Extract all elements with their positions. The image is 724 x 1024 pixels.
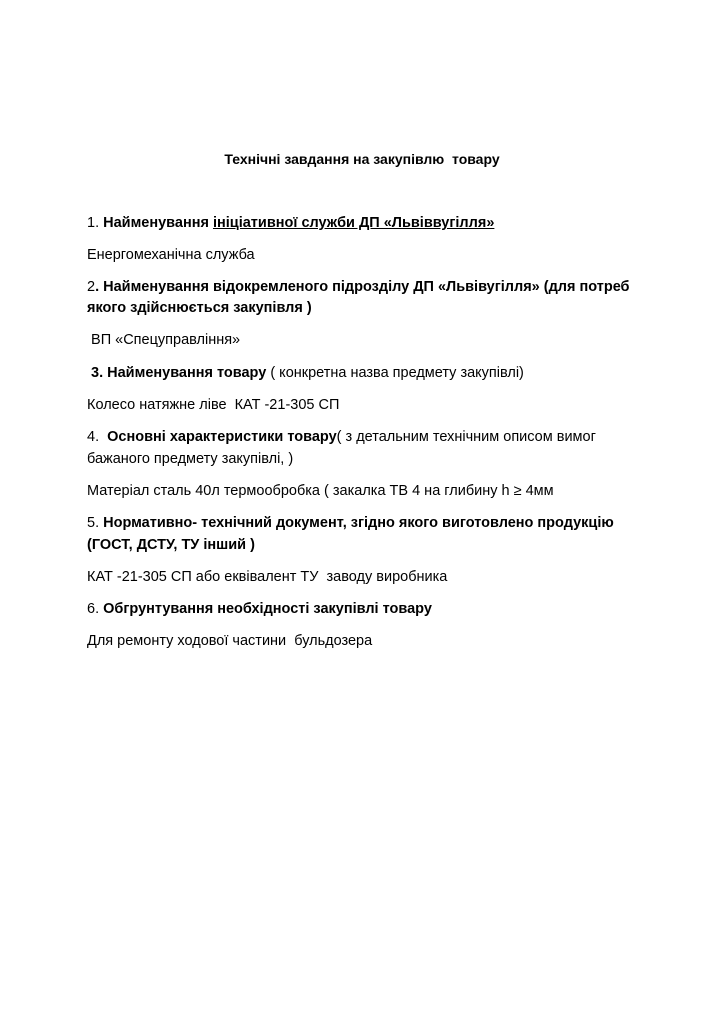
section-5-value: КАТ -21-305 СП або еквівалент ТУ заводу виробника xyxy=(87,569,448,585)
section-3-note: ( конкретна назва предмету закупівлі) xyxy=(266,365,524,381)
document-title: Технічні завдання на закупівлю товару xyxy=(224,151,500,167)
section-3-value: Колесо натяжне ліве КАТ -21-305 СП xyxy=(87,397,340,413)
section-6-heading xyxy=(87,600,432,618)
section-2-value: ВП «Спецуправління» xyxy=(87,332,241,348)
section-4-heading-text: Основні характеристики товару xyxy=(107,429,337,445)
section-2-heading-line-1 xyxy=(87,278,630,296)
section-1-number: 1. xyxy=(87,215,104,231)
section-3-heading-text: 3. Найменування товару xyxy=(87,365,267,381)
section-2-heading-line-2: якого здійснюється закупівля ) xyxy=(87,300,312,316)
section-1-value: Енергомеханічна служба xyxy=(87,247,255,263)
section-5-heading-line-1 xyxy=(87,514,614,532)
section-1-heading xyxy=(87,214,494,232)
section-4-number: 4. xyxy=(87,429,108,445)
section-1-heading-part-a: Найменування xyxy=(103,215,213,231)
section-6-heading-text: Обгрунтування необхідності закупівлі товару xyxy=(103,601,432,617)
section-2-number: 2 xyxy=(87,279,96,295)
section-6-value: Для ремонту ходової частини бульдозера xyxy=(87,633,373,649)
section-4-value: Матеріал сталь 40л термообробка ( закалка ТВ 4 на глибину h ≥ 4мм xyxy=(87,483,554,499)
section-5-number: 5. xyxy=(87,515,104,531)
section-5-heading-text-1: Нормативно- технічний документ, згідно якого виготовлено продукцію xyxy=(103,515,614,531)
section-4-heading-line-1 xyxy=(87,428,596,446)
section-1-heading-part-b: ініціативної служби ДП «Львіввугілля» xyxy=(212,215,495,231)
section-4-note-1: ( з детальним технічним описом вимог xyxy=(336,429,596,445)
section-2-heading-text-1: . Найменування відокремленого підрозділу ДП «Львівугілля» (для потреб xyxy=(95,279,630,295)
section-5-heading-line-2: (ГОСТ, ДСТУ, ТУ інший ) xyxy=(87,537,255,553)
section-3-heading xyxy=(87,364,524,382)
section-6-number: 6. xyxy=(87,601,104,617)
section-4-note-line-2: бажаного предмету закупівлі, ) xyxy=(87,451,294,467)
